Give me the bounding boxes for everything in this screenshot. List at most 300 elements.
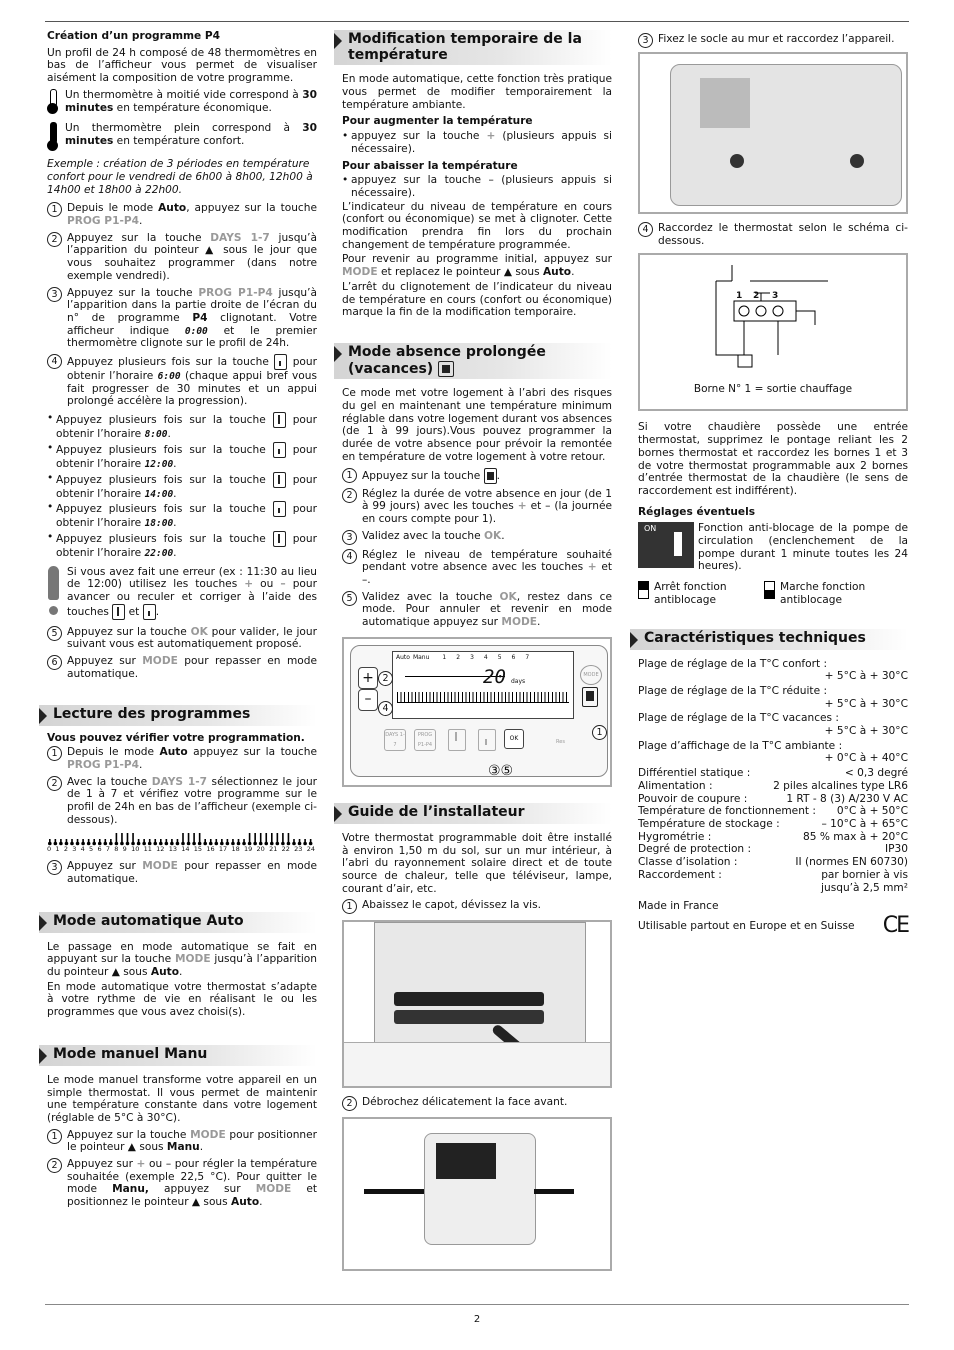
hour-label: 20 [256,845,265,854]
warn-end: . [155,605,160,618]
spec-row [638,805,908,818]
lecture-title: Lecture des programmes [53,705,251,722]
comfort-key-icon [273,531,286,547]
battery-icon [394,992,544,1006]
wiring-schematic [640,255,908,381]
spec-row [638,740,908,765]
borne-caption: Borne N° 1 = sortie chauffage [693,383,853,396]
step-number: 1 [342,899,357,914]
screw-icon [730,154,744,168]
profile-thermometer-bulb [264,842,268,846]
auto-p1-text: Le passage en mode automatique se fait en appuyant sur la touche [47,940,317,966]
lecture-heading [39,705,317,726]
p4-intro: Un profil de 24 h composé de 48 thermomètres en bas de l’afficheur vous permet de visualiser aisément la composition de votre programme. [47,46,317,85]
profile-thermometer [132,833,134,843]
l1-key: PROG P1-P4 [67,758,139,771]
dip-switch-row [638,522,908,573]
temp-p3-end: . [571,266,575,279]
ok-button[interactable]: OK [504,729,524,749]
hour-label: 4 [80,845,85,854]
therm-half-duration: 30 minutes [65,88,317,114]
s6-text: Appuyez sur [67,655,143,668]
profile-thermometer-bulb [165,842,169,846]
s5-text2: pour valider, le jour suivant vous est automatiquement proposé. [67,625,317,651]
spec-value: + 0°C à + 40°C [824,752,908,765]
a1-text: Appuyez sur la touche [362,469,484,482]
hour-label: 16 [206,845,215,854]
prog-button[interactable]: PROG P1-P4 [414,729,436,751]
temp-p3-text2: et replacez le pointeur ▲ sous [377,266,543,279]
s2-text: Appuyez sur la touche [67,231,211,244]
spec-label: Plage de réglage de la T°C confort : [638,657,828,670]
temp-p2: L’indicateur du niveau de température en cours (confort ou économique) se met à clignoter. Cette modification prendra fin lors du prochain changement de température programmée. [342,200,612,251]
i3-text: Fixez le socle au mur et raccordez l’appareil. [658,33,895,45]
days-button[interactable]: DAYS 1-7 [384,729,406,751]
spec-label: Plage de réglage de la T°C réduite : [638,684,828,697]
bullet-end: . [173,487,177,500]
spec-value: + 5°C à + 30°C [824,697,908,710]
a5-end: . [536,616,541,629]
therm-half-row [47,89,317,114]
temp-title: Modification temporaire de la température [348,31,582,63]
hour-label: 24 [306,845,315,854]
wiring-diagram [638,253,908,411]
dip-switch-icon [638,522,694,568]
l3-text: Appuyez sur [67,860,143,873]
specs-heading [630,629,908,650]
absence-step-3 [342,530,612,545]
minus-button[interactable]: – [358,689,378,711]
spec-value-cont: jusqu’à 2,5 mm² [821,881,908,894]
mode-button[interactable]: MODE [580,665,602,685]
therm-full-text: Un thermomètre plein correspond à [65,122,303,135]
section-marker-icon [39,708,47,724]
absence-title: Mode absence prolongée (vacances) [348,344,546,377]
hour-label: 1 [55,845,60,854]
s3-time: 0:00 [184,325,208,337]
step-number: 1 [47,202,62,217]
reset-button[interactable]: Res [556,738,565,745]
bullet-text2: pour obtenir l’horaire [56,473,317,500]
temp-p3-key: MODE [342,266,378,279]
spec-label: Température de fonctionnement : [638,805,816,818]
m1-end: . [199,1141,204,1154]
l1-text2: appuyez sur la touche [187,746,317,759]
profile-thermometer [116,833,118,843]
absence-step-2 [342,488,612,526]
bullet-text: Appuyez plusieurs fois sur la touche [56,414,273,427]
step-number: 3 [638,33,653,48]
arrow-left-icon [364,1189,424,1194]
callout-2: 2 [378,671,393,686]
installer-step-3 [638,33,908,48]
auto-p1-end: . [179,966,183,979]
spec-row-raccordement [638,869,908,882]
step-3 [47,287,317,351]
callout-1: 1 [592,725,607,740]
comfort-key-icon [112,604,125,620]
bullet-text: Appuyez plusieurs fois sur la touche [56,503,273,516]
auto-heading [39,912,317,933]
l1-auto: Auto [159,746,188,759]
absence-step-4 [342,549,612,587]
installer-title: Guide de l’installateur [348,803,525,820]
spec-row [638,658,908,683]
plus-button[interactable]: + [358,667,378,689]
spec-row [638,685,908,710]
therm-half-mode: en température économique. [113,101,272,114]
a4-plus: + [587,561,597,574]
profile-thermometer [260,833,262,843]
warn-or: ou [253,578,281,591]
auto-p1-text2: jusqu’à l’apparition du pointeur ▲ sous [47,953,318,979]
hour-label: 21 [269,845,278,854]
m2-end: . [259,1196,263,1209]
m1-key: MODE [190,1128,226,1141]
step-number: 3 [47,860,62,875]
hour-label: 18 [231,845,240,854]
anti-lock-text: Fonction anti-blocage de la pompe de circulation (enclenchement de la pompe durant 1 minute toutes les 24 heures). [698,522,908,573]
auto-title: Mode automatique Auto [53,912,244,929]
m2-manu: Manu, [112,1183,149,1196]
aug-plus: + [486,130,496,143]
lcd-profile [397,692,569,703]
spec-label: Température de stockage : [638,817,780,830]
suitcase-button[interactable] [582,687,598,707]
installer-paragraph: Votre thermostat programmable doit être installé à environ 1,50 m du sol, sur un mur intérieur, à l’abri du rayonnement solaire direct et de toute source de chaleur, telle que téléviseur, lampe, courant d’air, etc. [342,831,612,895]
profile-thermometer [188,833,190,843]
profile-thermometer [277,833,279,843]
m1-text2: pour positionner le pointeur ▲ sous [67,1128,317,1154]
switch-off-text: Arrêt fonction antiblocage [654,581,727,606]
m2-auto: Auto [231,1196,260,1209]
hour-label: 0 [47,845,52,854]
s1-end: . [138,215,143,228]
hour-label: 19 [243,845,253,854]
top-rule [45,21,909,22]
profile-thermometer [127,833,129,843]
profile-thermometer [288,833,290,843]
aug-title: Pour augmenter la température [342,115,533,128]
battery-figure [342,920,612,1088]
dim-bullet: • appuyez sur la touche – (plusieurs appuis si nécessaire). [342,174,612,199]
lecture-step-2 [47,776,317,827]
absence-step-5 [342,591,612,629]
s4-text: Appuyez plusieurs fois sur la touche [67,356,275,369]
profile-thermometer [271,833,273,843]
bullet-item: • Appuyez plusieurs fois sur la touche pour obtenir l’horaire 22:00. [47,530,317,559]
comfort-key-icon [273,472,286,488]
m2-text2: ou – pour régler la température souhaitée (exemple 22,5 °C). Pour quitter le mode [67,1158,317,1196]
l3-key: MODE [142,860,178,873]
hour-label: 22 [281,845,290,854]
l1-end: . [138,758,143,771]
step-number: 4 [47,354,62,369]
section-marker-icon [39,915,47,931]
step-5 [47,626,317,651]
bullet-time: 22:00 [144,547,174,559]
hour-label: 9 [122,845,127,854]
i4-text: Raccordez le thermostat selon le schéma ci-dessous. [658,222,908,247]
bullet-text2: pour obtenir l’horaire [56,443,317,470]
lcd-auto: Auto [396,653,410,661]
step-number: 6 [47,655,62,670]
hour-label: 11 [143,845,152,854]
p4-title: Création d’un programme P4 [47,30,221,42]
installer-step-1 [342,899,612,914]
hour-label: 12 [156,845,165,854]
spec-row [638,856,908,869]
hour-labels [47,846,315,854]
a3-key: OK [484,529,502,542]
switch-off [638,581,750,606]
lcd-day: 4 [483,653,488,661]
suitcase-icon [438,361,454,377]
bullet-time: 14:00 [144,488,174,500]
a2-plus: + [517,500,527,513]
spec-value: II (normes EN 60730) [795,856,908,869]
hour-label: 14 [181,845,190,854]
warn-text2: pour avancer ou reculer et corriger à l’aide des touches [67,578,317,618]
switch-legend [638,581,908,606]
spec-row [638,843,908,856]
i2-text: Débrochez délicatement la face avant. [362,1096,568,1109]
battery-icon [394,1010,544,1024]
aug-bullet: • appuyez sur la touche + (plusieurs appuis si nécessaire). [342,130,612,155]
spec-value: + 5°C à + 30°C [824,725,908,738]
step-4 [47,354,317,408]
hour-label: 6 [97,845,102,854]
lcd-day: 2 [456,653,461,661]
s5-key: OK [190,625,208,638]
warn-plus: + [244,578,254,591]
s6-key: MODE [142,655,178,668]
made-in-france: Made in France [638,900,719,913]
daily-profile-icon [47,832,317,846]
spec-value: 85 % max à + 20°C [802,830,908,843]
profile-thermometer-bulb [215,842,219,846]
economy-key-icon [143,604,156,620]
spec-label: Plage d’affichage de la T°C ambiante : [638,739,843,752]
auto-p1-auto: Auto [150,966,179,979]
lcd-value: 20 [483,665,506,688]
step-number: 1 [342,468,357,483]
profile-thermometer [121,833,123,843]
profile-thermometer [254,833,256,843]
hour-label: 23 [294,845,303,854]
hour-label: 2 [63,845,68,854]
spec-value: 0°C à + 50°C [836,805,908,818]
spec-value: + 5°C à + 30°C [824,670,908,683]
spec-value: 1 RT - 8 (3) A/230 V AC [786,792,908,805]
i1-text: Abaissez le capot, dévissez la vis. [362,899,541,912]
s1-text: Depuis le mode [67,202,159,215]
economy-key-icon [273,442,286,458]
ce-mark-icon: CE [882,912,908,938]
manu-step-2 [47,1158,317,1209]
step-number: 2 [47,776,62,791]
s3-key: PROG P1-P4 [198,286,273,299]
bullet-text: Appuyez plusieurs fois sur la touche [56,532,273,545]
installer-step-2 [342,1096,612,1111]
lecture-step-1 [47,746,317,771]
m2-key: MODE [255,1183,292,1196]
hour-label: 5 [89,845,94,854]
s3-text3: clignotant. Votre afficheur indique [67,311,317,337]
absence-paragraph: Ce mode met votre logement à l’abri des risques du gel en maintenant une température minimum réglable dans votre logement durant vos absences (de 1 à 99 jours).Vous pouvez programmer la durée de votre absence pour prévoir la remontée en température de votre logement à votre retour. [342,387,612,463]
lcd-manu: Manu [412,653,430,661]
spec-value: 2 piles alcalines type LR6 [773,779,908,792]
l3-text2: pour repasser en mode automatique. [67,860,317,885]
suitcase-key-icon [484,468,497,484]
a3-text: Validez avec la touche [362,529,485,542]
profile-thermometer-bulb [59,842,63,846]
therm-full-mode: en température confort. [113,134,245,147]
s3-text2: jusqu’à l’apparition dans la partie droite de l’écran du n° de programme [67,286,317,324]
warning-row [47,566,317,622]
lcd-unit: days [511,677,526,685]
manu-heading [39,1045,317,1066]
s3-program: P4 [192,311,208,324]
economy-key-icon [274,354,287,370]
bullet-item: • Appuyez plusieurs fois sur la touche pour obtenir l’horaire 14:00. [47,471,317,500]
hour-label: 7 [105,845,110,854]
warn-minus: – [280,578,286,591]
warn-and: et [125,605,143,618]
bullet-time: 12:00 [144,458,174,470]
wall-base-figure [638,52,908,214]
s1-key: PROG P1-P4 [67,215,139,228]
aug-text2: (plusieurs appuis si nécessaire). [351,130,612,155]
a2-text: Réglez la durée de votre absence en jour (de 1 à 99 jours) avec les touches [362,487,612,513]
boiler-paragraph: Si votre chaudière possède une entrée thermostat, supprimez le pontage reliant les 2 bornes thermostat et raccordez les bornes 1 et 3 de votre thermostat programmable aux 2 bornes d’entrée thermostat de la chaudière (le sens de raccordement est indifférent). [638,421,908,497]
installer-step-4 [638,222,908,247]
manu-step-1 [47,1129,317,1154]
bullet-end: . [173,457,177,470]
terminal-label: 3 [772,291,779,302]
lecture-subtitle: Vous pouvez vérifier votre programmation. [47,731,305,744]
l1-text: Depuis le mode [67,746,160,759]
absence-step-1: 1 Appuyez sur la touche . [342,468,612,484]
switch-on-icon [764,581,775,599]
bullet-text2: pour obtenir l’horaire [56,414,317,441]
spec-row [638,793,908,806]
bullet-item: • Appuyez plusieurs fois sur la touche pour obtenir l’horaire 12:00. [47,441,317,470]
a5-text: Validez avec la touche [362,590,500,603]
hour-label: 13 [168,845,177,854]
manu-title: Mode manuel Manu [53,1045,208,1062]
spec-label: Alimentation : [638,779,713,792]
m2-text4: et positionnez le pointeur ▲ sous [67,1183,317,1209]
spec-label: Degré de protection : [638,843,752,856]
temp-heading [334,30,612,65]
spec-value: IP30 [885,843,908,856]
s4-text3: (chaque appui bref vous fait progresser de 30 minutes et un appui prolongé accélère la progression). [67,370,317,408]
step-1 [47,202,317,227]
s3-text4: et le premier thermomètre clignote sur le profil de 24h. [67,324,317,350]
spec-label: Classe d’isolation : [638,856,738,869]
absence-heading [334,343,612,379]
exclamation-icon [47,566,60,622]
l2-text: Avec la touche [67,775,152,788]
a3-end: . [501,529,505,542]
bullet-text2: pour obtenir l’horaire [56,532,317,559]
page-number: 2 [473,1314,481,1325]
m2-text3: appuyez sur [148,1183,256,1196]
lcd-day: 1 [442,653,447,661]
temp-p3-auto: Auto [542,266,572,279]
profile-thermometer [265,833,267,843]
bullet-end: . [167,428,171,441]
bullet-item: • Appuyez plusieurs fois sur la touche pour obtenir l’horaire 18:00. [47,501,317,530]
step-number: 2 [47,1158,62,1173]
front-face-figure [342,1117,612,1271]
switch-on [764,581,884,606]
a5-key: OK [499,590,517,603]
s4-time: 6:00 [157,371,181,383]
column-2 [342,30,612,1279]
terminal-label: 2 [753,291,760,302]
step-number: 4 [342,549,357,564]
full-thermometer-icon [47,122,58,150]
hour-label: 3 [72,845,77,854]
l2-key: DAYS 1-7 [151,775,208,788]
therm-full-duration: 30 minutes [65,122,317,147]
spec-value: < 0,3 degré [844,767,908,780]
thermostat-display-figure [342,637,612,787]
lcd-day: 5 [497,653,502,661]
profile-thermometer [249,833,251,843]
column-1 [47,30,317,1213]
section-marker-icon [334,33,342,49]
column-3 [638,30,908,939]
therm-half-text: Un thermomètre à moitié vide correspond à [65,88,303,101]
arrow-right-icon [534,1189,574,1194]
lcd-screen [392,651,574,719]
hour-label: 15 [193,845,203,854]
s3-text: Appuyez sur la touche [67,286,199,299]
step-number: 1 [47,1129,62,1144]
lcd-day: 6 [511,653,516,661]
lcd-day: 3 [470,653,474,661]
temp-intro: En mode automatique, cette fonction très pratique vous permet de modifier temporairement la température ambiante. [342,73,612,111]
profile-thermometer [199,833,201,843]
s1-auto: Auto [158,202,187,215]
bullet-text: Appuyez plusieurs fois sur la touche [56,473,273,486]
profile-thermometer-bulb [76,842,80,846]
aug-text: appuyez sur la touche [351,130,487,143]
example-text: Exemple : création de 3 périodes en température confort pour le vendredi de 6h00 à 8h00, 12h00 à 14h00 et 18h00 à 22h00. [47,158,313,196]
step-number: 2 [342,488,357,503]
section-marker-icon [630,632,638,648]
s6-text2: pour repasser en mode automatique. [67,655,317,680]
s5-text: Appuyez sur la touche [67,625,191,638]
therm-full-row [47,122,317,150]
economy-button[interactable] [478,729,496,751]
settings-title: Réglages éventuels [638,505,756,518]
temp-p4: L’arrêt du clignotement de l’indicateur du niveau de température en cours (confort ou économique) marque la fin de la modification temporaire. [342,280,612,319]
spec-row [638,712,908,737]
auto-paragraph-1 [47,941,317,979]
profile-thermometer [182,833,184,843]
step-number: 5 [47,626,62,641]
comfort-key-icon [273,412,286,428]
hour-label: 8 [114,845,119,854]
comfort-button[interactable] [448,729,466,751]
temp-p3-text: Pour revenir au programme initial, appuyez sur [342,253,612,266]
dim-text: appuyez sur la touche – (plusieurs appuis si nécessaire). [351,174,612,199]
hour-label: 17 [218,845,228,854]
